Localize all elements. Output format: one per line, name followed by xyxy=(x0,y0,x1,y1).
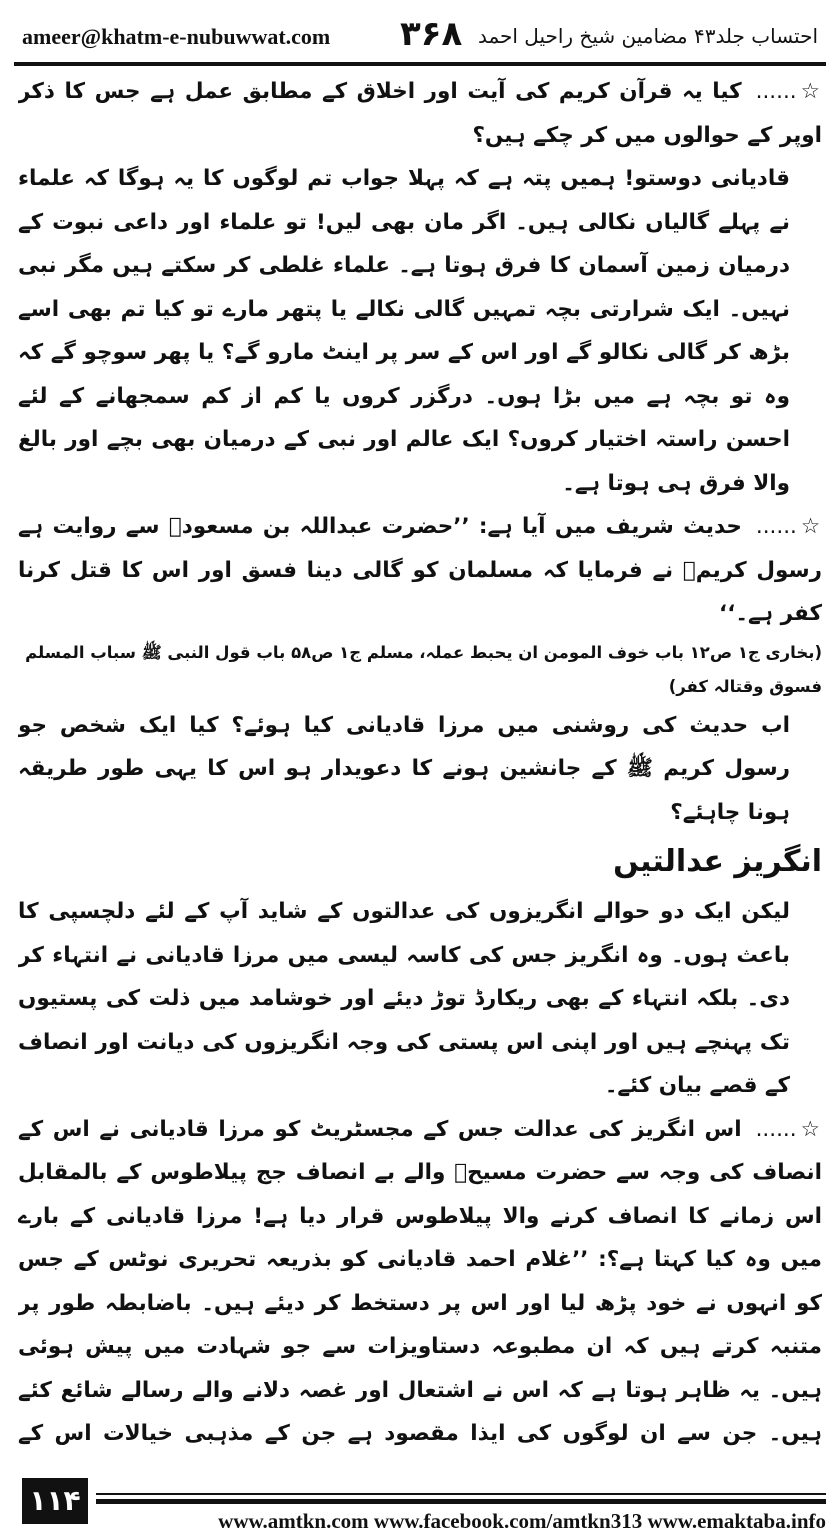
paragraph-6 xyxy=(18,1108,822,1461)
header-title: احتساب جلد۴۳ مضامین شیخ راحیل احمد xyxy=(477,24,818,48)
article-body xyxy=(18,70,822,1460)
star-bullet-icon: ☆ xyxy=(800,1116,822,1142)
paragraph-5: لیکن ایک دو حوالے انگریزوں کی عدالتوں کے شاید آپ کے لئے دلچسپی کا باعث ہوں۔ وہ انگریز جس کی کاسہ لیسی میں مرزا قادیانی نے انتہاء کر دی۔ بلکہ انتہاء کے بھی ریکارڈ توڑ دیئے اور خوشامد میں ذلت کی پستیوں تک پہنچے ہیں اور اپنی اس پستی کی وجہ انگریزوں کی دیانت اور انصاف کے قصے بیان کئے۔ xyxy=(18,899,790,1098)
star-bullet-icon: ☆ xyxy=(800,514,822,539)
footer-divider-thin xyxy=(96,1493,826,1495)
footer-divider-thick xyxy=(96,1499,826,1504)
page-header xyxy=(22,14,818,58)
paragraph-3 xyxy=(18,505,822,636)
paragraph-6-text: اس انگریز کی عدالت جس کے مجسٹریٹ کو مرزا قادیانی نے اس کے انصاف کی وجہ سے حضرت مسیحؑ والے بے انصاف جج پیلاطوس کے بالمقابل اس زمانے کا انصاف کرنے والا پیلاطوس قرار دیا ہے! مرزا قادیانی کے بارے میں وہ کیا کہتا ہے؟: ’’غلام احمد قادیانی کو بذریعہ تحریری نوٹس کے جس کو انہوں نے خود پڑھ لیا اور اس پر دستخط کر دیئے ہیں۔ باضابطہ طور پر متنبہ کرتے ہیں کہ ان مطبوعہ دستاویزات سے جو شہادت میں پیش ہوئی ہیں۔ یہ ظاہر ہوتا ہے کہ اس نے اشتعال اور غصہ دلانے والے رسالے شائع کئے ہیں۔ جن سے ان لوگوں کی ایذا مقصود ہے جن کے مذہبی خیالات اس کے xyxy=(18,1116,822,1446)
hadith-quote: حدیث شریف میں آیا ہے: ’’حضرت عبداللہ بن مسعودؓ سے روایت ہے رسول کریمؐ نے فرمایا کہ مسلمان کو گالی دینا فسق اور اس کا قتل کرنا کفر ہے۔‘‘ xyxy=(18,514,822,626)
header-page-number: ۳۶۸ xyxy=(400,14,463,54)
section-heading: انگریز عدالتیں xyxy=(613,844,822,879)
header-divider xyxy=(14,62,826,66)
ellipsis-marker: ...... xyxy=(755,1116,797,1142)
footer-links: www.amtkn.com www.facebook.com/amtkn313 www.emaktaba.info xyxy=(218,1509,826,1533)
footer-page-number: ۱۱۴ xyxy=(22,1478,88,1524)
paragraph-1 xyxy=(18,70,822,157)
paragraph-2: قادیانی دوستو! ہمیں پتہ ہے کہ پہلا جواب تم لوگوں کا یہ ہوگا کہ علماء نے پہلے گالیاں نکالی ہیں۔ اگر مان بھی لیں! تو علماء اور داعی نبوت کے درمیان زمین آسمان کا فرق ہوتا ہے۔ علماء غلطی کر سکتے ہیں مگر نبی نہیں۔ ایک شرارتی بچہ تمہیں گالی نکالے یا پتھر مارے تو کیا تم بھی اسے بڑھ کر گالی نکالو گے اور اس کے سر پر اینٹ مارو گے؟ یا پھر سوچو گے کہ وہ تو بچہ ہے میں بڑا ہوں۔ درگزر کروں یا کم از کم سمجھانے کے لئے احسن راستہ اختیار کروں؟ ایک عالم اور نبی کے درمیان بھی بچے اور بالغ والا فرق ہی ہوتا ہے۔ xyxy=(18,166,790,496)
paragraph-4: اب حدیث کی روشنی میں مرزا قادیانی کیا ہوئے؟ کیا ایک شخص جو رسول کریم ﷺ کے جانشین ہونے کا دعویدار ہو اس کا یہی طور طریقہ ہونا چاہئے؟ xyxy=(18,712,790,825)
star-bullet-icon: ☆ xyxy=(800,79,822,104)
header-email: ameer@khatm-e-nubuwwat.com xyxy=(22,24,331,49)
paragraph-1-text: کیا یہ قرآن کریم کی آیت اور اخلاق کے مطابق عمل ہے جس کا ذکر اوپر کے حوالوں میں کر چکے ہیں؟ xyxy=(18,79,822,148)
ellipsis-marker: ...... xyxy=(755,514,797,539)
hadith-reference: (بخاری ج۱ ص۱۲ باب خوف المومن ان یحبط عملہ، مسلم ج۱ ص۵۸ باب قول النبی ﷺ سباب المسلم فسوق وقتالہ کفر) xyxy=(25,642,822,696)
ellipsis-marker: ...... xyxy=(755,79,797,104)
